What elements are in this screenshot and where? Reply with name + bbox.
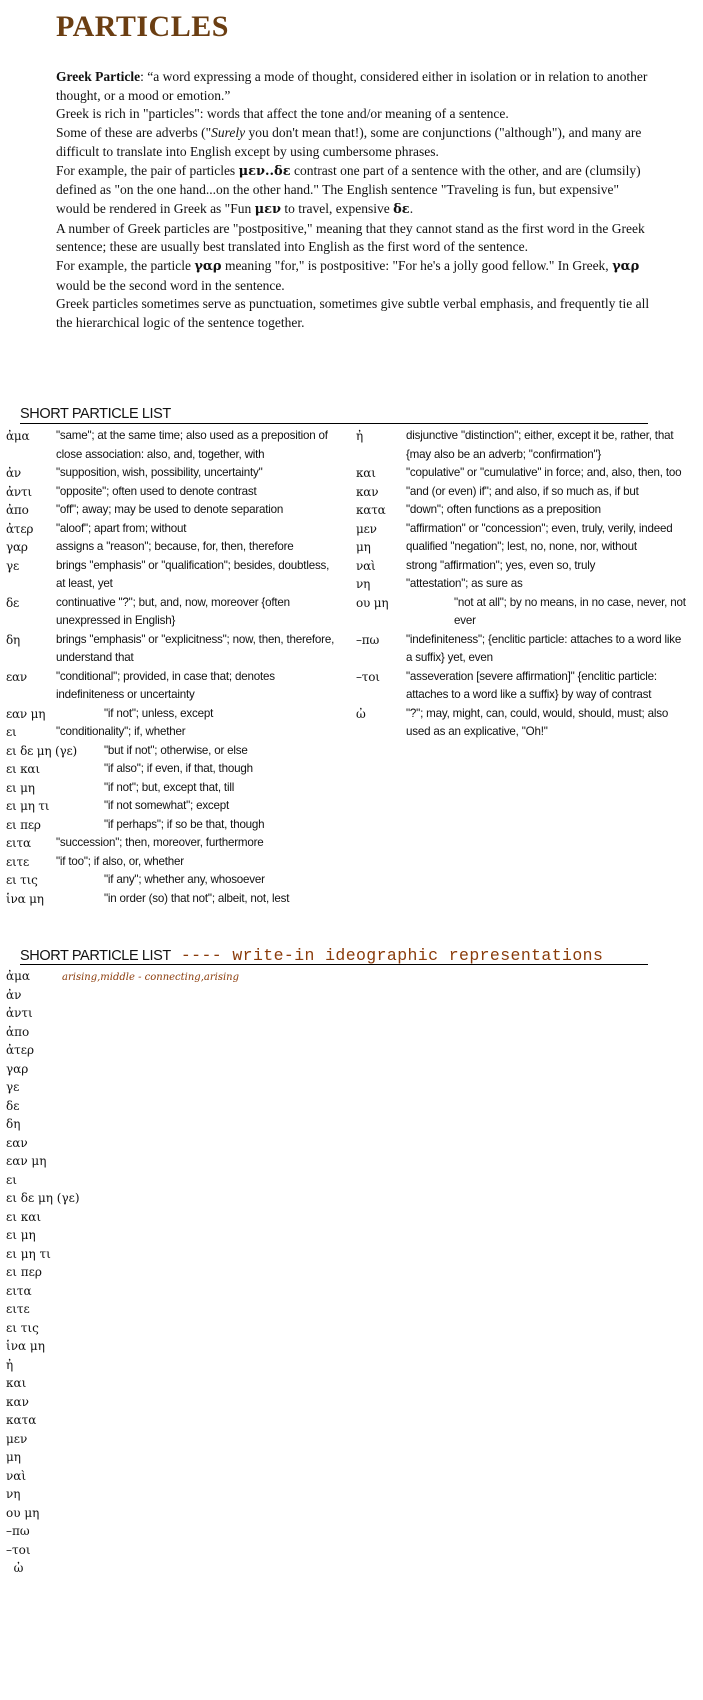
writein-term: –τοι — [6, 1542, 31, 1557]
writein-row — [6, 1430, 406, 1449]
particle-definition: "off"; away; may be used to denote separation — [56, 503, 284, 516]
particle-term: ἠ — [356, 429, 363, 443]
particle-definition: "indefiniteness"; {enclitic particle: attaches to a word like a suffix} yet, even — [406, 632, 682, 664]
particle-definition: "if perhaps"; if so be that, though — [104, 817, 265, 831]
writein-row — [6, 986, 406, 1005]
particle-term: ει μη τι — [6, 799, 50, 813]
writein-row — [6, 1485, 406, 1504]
particle-definition: "if any"; whether any, whosoever — [104, 873, 265, 886]
particle-entry — [356, 668, 696, 705]
intro-paragraph: Greek particles sometimes serve as punctuation, sometimes give subtle verbal emphasis, and frequently tie all the hierarchical logic of the sentence together. — [56, 296, 650, 331]
particle-definition: brings "emphasis" or "explicitness"; now, then, therefore, understand that — [56, 632, 335, 664]
particle-term: ναὶ — [356, 558, 376, 573]
writein-row — [6, 1411, 406, 1430]
writein-term: ει μη τι — [6, 1246, 51, 1261]
particle-entry — [6, 834, 346, 853]
writein-term: μεν — [6, 1431, 28, 1446]
particle-term: μεν — [356, 521, 377, 536]
particle-definition: "if not somewhat"; except — [104, 799, 230, 812]
particle-definition: "not at all"; by no means, in no case, never, not ever — [454, 595, 686, 627]
particle-term: ὠ — [356, 706, 366, 721]
particle-definition: "supposition, wish, possibility, uncertainty" — [56, 466, 263, 479]
particle-term: δη — [6, 632, 21, 647]
particle-entry — [6, 816, 346, 835]
writein-row — [6, 1467, 406, 1486]
writein-term: ἀμα — [6, 969, 31, 983]
writein-row — [6, 1448, 406, 1467]
intro-paragraph: Greek is rich in "particles": words that affect the tone and/or meaning of a sentence. — [56, 106, 509, 122]
writein-term: –πω — [6, 1524, 30, 1538]
particle-term: –πω — [356, 632, 380, 647]
writein-term: ἀν — [6, 987, 22, 1002]
particle-term: γε — [6, 558, 19, 573]
writein-row — [6, 1282, 406, 1301]
writein-heading: SHORT PARTICLE LIST ---- write-in ideographic representations — [20, 947, 648, 965]
writein-row — [6, 1189, 406, 1208]
particle-entry — [356, 631, 696, 668]
writein-row — [6, 1263, 406, 1282]
particle-term: ἀμα — [6, 429, 30, 443]
particle-entry — [356, 464, 696, 483]
particle-definition: "attestation"; as sure as — [406, 577, 523, 590]
particle-term: γαρ — [6, 540, 28, 554]
particle-entry — [6, 760, 346, 779]
particle-definition: continuative "?"; but, and, now, moreover {often unexpressed in English} — [56, 595, 290, 627]
particle-entry — [6, 723, 346, 742]
writein-row — [6, 1337, 406, 1356]
writein-row — [6, 1023, 406, 1042]
particle-term: ει μη — [6, 780, 35, 795]
particle-term: νη — [356, 577, 371, 591]
particle-entry — [6, 853, 346, 872]
particle-term: μη — [356, 540, 371, 554]
particle-term: ει περ — [6, 817, 41, 832]
particle-entry — [356, 538, 696, 557]
writein-row — [6, 1356, 406, 1375]
particle-definition: "asseveration [severe affirmation]" {enclitic particle: attaches to a word like a suffix} by way of contrast — [406, 669, 657, 701]
writein-term: καν — [6, 1394, 29, 1409]
particle-definition: "same"; at the same time; also used as a preposition of close association: also, and, together, with — [56, 429, 328, 461]
particle-definition: "if not"; unless, except — [104, 706, 214, 720]
writein-term: ειτα — [6, 1283, 32, 1298]
particle-term: ει δε μη (γε) — [6, 743, 77, 758]
writein-annotation: arising,middle - connecting,arising — [62, 972, 239, 983]
particle-term: κατα — [356, 503, 386, 517]
writein-row — [6, 1004, 406, 1023]
writein-term: ἀντι — [6, 1006, 33, 1020]
writein-term: ει μη — [6, 1228, 36, 1242]
writein-row — [6, 1152, 406, 1171]
particle-list-right — [356, 427, 696, 742]
writein-row — [6, 1041, 406, 1060]
particle-definition: "conditionality"; if, whether — [56, 725, 186, 738]
writein-term: ει τις — [6, 1320, 39, 1335]
particle-entry — [6, 464, 346, 483]
particle-entry — [6, 668, 346, 705]
writein-term: ει δε μη (γε) — [6, 1191, 80, 1205]
particle-term: ου μη — [356, 595, 389, 610]
particle-definition: "?"; may, might, can, could, would, should, must; also used as an explicative, "Oh!" — [406, 706, 669, 738]
particle-list-heading: SHORT PARTICLE LIST — [20, 406, 648, 424]
writein-term: ναὶ — [6, 1468, 27, 1483]
particle-entry — [6, 557, 346, 594]
writein-term: ἀπο — [6, 1024, 30, 1039]
particle-entry — [6, 427, 346, 464]
particle-entry — [356, 575, 696, 594]
particle-entry — [356, 594, 696, 631]
intro-text — [56, 68, 656, 333]
particle-term: ειτε — [6, 854, 29, 869]
particle-definition: brings "emphasis" or "qualification"; besides, doubtless, at least, yet — [56, 558, 330, 590]
writein-term: δε — [6, 1098, 20, 1113]
particle-list-left — [6, 427, 346, 908]
particle-entry — [6, 890, 346, 909]
writein-term: ὠ — [6, 1561, 24, 1575]
writein-term: ἱνα μη — [6, 1339, 45, 1353]
writein-row — [6, 1541, 406, 1560]
writein-row — [6, 1522, 406, 1541]
writein-term: ἀτερ — [6, 1043, 35, 1057]
particle-term: ει — [6, 725, 17, 739]
particle-definition: "if also"; if even, if that, though — [104, 762, 253, 775]
writein-row — [6, 1078, 406, 1097]
particle-term: –τοι — [356, 669, 380, 684]
writein-term: εαν — [6, 1135, 28, 1150]
particle-definition: "succession"; then, moreover, furthermore — [56, 836, 264, 849]
particle-definition: assigns a "reason"; because, for, then, therefore — [56, 540, 294, 553]
particle-definition: "opposite"; often used to denote contrast — [56, 484, 257, 498]
particle-definition: "affirmation" or "concession"; even, truly, verily, indeed — [406, 521, 673, 535]
writein-term: ει περ — [6, 1265, 42, 1279]
particle-entry — [6, 631, 346, 668]
writein-row — [6, 1171, 406, 1190]
writein-row — [6, 967, 406, 986]
writein-row — [6, 1319, 406, 1338]
particle-term: ἀν — [6, 466, 21, 480]
writein-term: ει και — [6, 1209, 42, 1224]
writein-term: ου μη — [6, 1505, 40, 1520]
particle-entry — [6, 483, 346, 502]
writein-subheading: ---- write-in ideographic representations — [180, 946, 604, 965]
intro-definition: Greek Particle: “a word expressing a mode of thought, considered either in isolation or in relation to another thought, or a mood or emotion.” — [56, 69, 648, 103]
writein-row — [6, 1060, 406, 1079]
particle-term: δε — [6, 595, 20, 610]
writein-row — [6, 1134, 406, 1153]
particle-term: ἀπο — [6, 503, 29, 517]
writein-term: ἠ — [6, 1357, 14, 1372]
writein-row — [6, 1115, 406, 1134]
particle-entry — [6, 705, 346, 724]
writein-row — [6, 1504, 406, 1523]
particle-term: ἱνα μη — [6, 891, 44, 906]
particle-term: ει τις — [6, 873, 38, 887]
particle-entry — [6, 742, 346, 761]
particle-definition: "if too"; if also, or, whether — [56, 854, 184, 868]
particle-term: ἀτερ — [6, 521, 34, 536]
particle-entry — [356, 501, 696, 520]
particle-entry — [356, 705, 696, 742]
writein-term: ει — [6, 1172, 17, 1187]
intro-paragraph: For example, the pair of particles μεν..δε contrast one part of a sentence with the other, and are (clumsily) defined as "on the one hand...on the other hand." The English sentence "Traveling is fun, but expensive" would be rendered in Greek as "Fun μεν to travel, expensive δε. — [56, 162, 641, 217]
writein-term: νη — [6, 1487, 21, 1501]
writein-row — [6, 1374, 406, 1393]
particle-entry — [6, 520, 346, 539]
particle-definition: "but if not"; otherwise, or else — [104, 743, 248, 757]
intro-paragraph: Some of these are adverbs ("Surely you don't mean that!), some are conjunctions ("although"), and many are difficult to translate into English except by using cumbersome phrases. — [56, 125, 642, 159]
particle-definition: "copulative" or "cumulative" in force; and, also, then, too — [406, 466, 682, 479]
writein-row — [6, 1245, 406, 1264]
particle-definition: "if not"; but, except that, till — [104, 780, 235, 794]
particle-term: εαν — [6, 669, 28, 684]
writein-row — [6, 1559, 406, 1578]
particle-term: ἀντι — [6, 484, 32, 499]
particle-definition: strong "affirmation"; yes, even so, truly — [406, 558, 596, 572]
writein-term: και — [6, 1376, 27, 1390]
writein-term: εαν μη — [6, 1154, 47, 1168]
writein-list — [6, 967, 406, 1578]
particle-term: ειτα — [6, 836, 31, 850]
writein-term: δη — [6, 1117, 21, 1131]
particle-definition: "and (or even) if"; and also, if so much as, if but — [406, 484, 639, 498]
particle-term: εαν μη — [6, 706, 46, 721]
particle-entry — [6, 538, 346, 557]
particle-definition: qualified "negation"; lest, no, none, nor, without — [406, 540, 637, 553]
particle-entry — [6, 779, 346, 798]
definition-label: Greek Particle — [56, 69, 141, 84]
particle-entry — [6, 594, 346, 631]
writein-term: γε — [6, 1080, 20, 1094]
writein-term: κατα — [6, 1413, 37, 1427]
writein-row — [6, 1300, 406, 1319]
particle-entry — [6, 797, 346, 816]
page-title: PARTICLES — [56, 10, 229, 43]
writein-term: μη — [6, 1450, 21, 1464]
particle-definition: disjunctive "distinction"; either, except it be, rather, that {may also be an adverb; "confirmation"} — [406, 429, 674, 461]
particle-definition: "in order (so) that not"; albeit, not, lest — [104, 891, 290, 905]
particle-definition: "conditional"; provided, in case that; denotes indefiniteness or uncertainty — [56, 669, 275, 701]
intro-paragraph: For example, the particle γαρ meaning "for," is postpositive: "For he's a jolly good fellow." In Greek, γαρ would be the second word in the sentence. — [56, 258, 640, 293]
writein-row — [6, 1097, 406, 1116]
particle-entry — [356, 520, 696, 539]
particle-definition: "down"; often functions as a preposition — [406, 503, 601, 516]
writein-row — [6, 1208, 406, 1227]
particle-term: καν — [356, 484, 379, 499]
particle-term: και — [356, 466, 376, 480]
writein-term: γαρ — [6, 1061, 29, 1076]
particle-entry — [6, 501, 346, 520]
writein-row — [6, 1226, 406, 1245]
writein-term: ειτε — [6, 1302, 30, 1316]
particle-entry — [356, 557, 696, 576]
particle-entry — [6, 871, 346, 890]
intro-paragraph: A number of Greek particles are "postpositive," meaning that they cannot stand as the first word in the Greek sentence; these are usually best translated into English as the first word of the sentence. — [56, 220, 645, 255]
writein-row — [6, 1393, 406, 1412]
particle-definition: "aloof"; apart from; without — [56, 521, 187, 535]
particle-term: ει και — [6, 762, 40, 776]
particle-entry — [356, 427, 696, 464]
particle-entry — [356, 483, 696, 502]
